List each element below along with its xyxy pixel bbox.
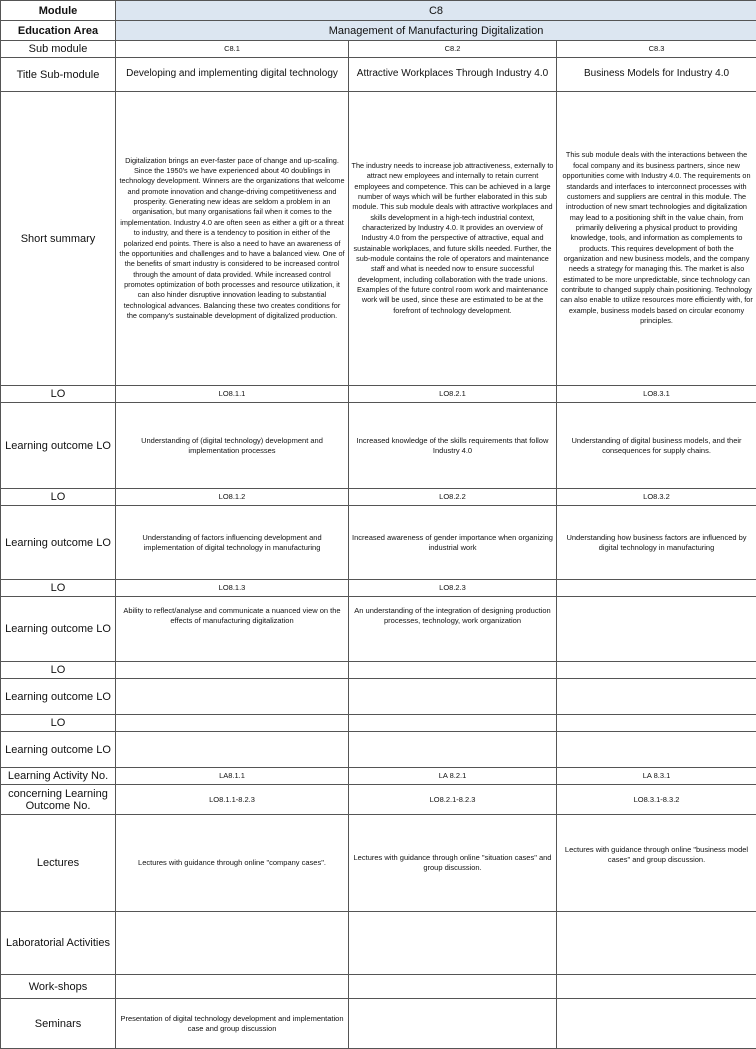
lo-cell — [557, 580, 756, 597]
seminars-cell — [557, 999, 756, 1049]
lo-cell — [557, 662, 756, 679]
lo-cell — [349, 715, 557, 732]
learning-outcome-label: Learning outcome LO — [1, 732, 116, 768]
learning-outcome-cell — [349, 679, 557, 715]
learning-outcome-label: Learning outcome LO — [1, 506, 116, 580]
learning-outcome-cell: Increased awareness of gender importance when organizing industrial work — [349, 506, 557, 580]
submodule-cell: C8.3 — [557, 41, 756, 58]
lectures-row — [1, 815, 756, 912]
learning-outcome-label: Learning outcome LO — [1, 597, 116, 662]
lectures-cell: Lectures with guidance through online "situation cases" and group discussion. — [349, 815, 557, 912]
workshops-label: Work-shops — [1, 975, 116, 999]
concerning-outcome-label: concerning Learning Outcome No. — [1, 785, 116, 815]
concerning-outcome-cell: LO8.3.1-8.3.2 — [557, 785, 756, 815]
seminars-label: Seminars — [1, 999, 116, 1049]
learning-outcome-cell: Understanding how business factors are influenced by digital technology in manufacturing — [557, 506, 756, 580]
learning-activity-label: Learning Activity No. — [1, 768, 116, 785]
learning-outcome-cell: Ability to reflect/analyse and communicate a nuanced view on the effects of manufacturing digitalization — [116, 597, 349, 662]
education-area-label: Education Area — [1, 21, 116, 41]
lo-cell: LO8.3.2 — [557, 489, 756, 506]
title-cell: Developing and implementing digital technology — [116, 58, 349, 92]
workshops-row — [1, 975, 756, 999]
title-cell: Attractive Workplaces Through Industry 4.0 — [349, 58, 557, 92]
lo-row — [1, 386, 756, 403]
learning-outcome-cell — [557, 679, 756, 715]
seminars-row — [1, 999, 756, 1049]
learning-outcome-cell: An understanding of the integration of designing production processes, technology, work organization — [349, 597, 557, 662]
seminars-cell: Presentation of digital technology development and implementation case and group discussion — [116, 999, 349, 1049]
lo-row — [1, 580, 756, 597]
learning-outcome-cell — [557, 732, 756, 768]
learning-activity-cell: LA 8.3.1 — [557, 768, 756, 785]
lo-cell — [557, 715, 756, 732]
summary-label: Short summary — [1, 92, 116, 386]
seminars-cell — [349, 999, 557, 1049]
concerning-outcome-cell: LO8.1.1-8.2.3 — [116, 785, 349, 815]
laboratorial-label: Laboratorial Activities — [1, 912, 116, 975]
workshops-cell — [116, 975, 349, 999]
summary-cell: This sub module deals with the interactions between the focal company and its business partners, since new opportunities come with Industry 4.0. The requirements on standards and interfaces to interconnect processes with customers and suppliers are central in this module. The introduction of new smart technologies and digitalization may lead to a positioning shift in the value chain, from primarily delivering a physical product to providing knowledge, tools, and information as complements to products. This requires development of both the organization and new business models, and the company needs a strategy for managing this. The market is also estimated to be more unpredictable, since technology can contribute to changed supply chain positioning. Technology can also enable to utilize resources more efficiently with, for example, business models based on circular economy principles. — [557, 92, 756, 386]
laboratorial-cell — [116, 912, 349, 975]
lo-cell — [116, 662, 349, 679]
lo-cell: LO8.3.1 — [557, 386, 756, 403]
learning-outcome-cell: Increased knowledge of the skills requirements that follow Industry 4.0 — [349, 403, 557, 489]
summary-cell: The industry needs to increase job attractiveness, externally to attract new employees and internally to retain current employees and competence. This can be achieved in a large number of ways which will be further elaborated in this sub module. This sub module deals with attractive workplaces and skills development in a high-tech industrial context, characterized by Industry 4.0. It provides an overview of Industry 4.0 from the perspective of attractive, equal and sustainable workplaces, and future skills needed. Further, the sub-module contains the role of operators and maintenance staff and what is needed now to ensure successful development, including collaboration with the trade unions. Examples of the future control room work and maintenance work will be used, since these are estimated to be at the forefront of technology development. — [349, 92, 557, 386]
laboratorial-cell — [349, 912, 557, 975]
education-area-value: Management of Manufacturing Digitalization — [116, 21, 756, 41]
module-row — [1, 1, 756, 21]
lo-row — [1, 715, 756, 732]
learning-outcome-row — [1, 679, 756, 715]
title-label: Title Sub-module — [1, 58, 116, 92]
lo-label: LO — [1, 662, 116, 679]
concerning-outcome-cell: LO8.2.1-8.2.3 — [349, 785, 557, 815]
education-area-row — [1, 21, 756, 41]
laboratorial-cell — [557, 912, 756, 975]
workshops-cell — [349, 975, 557, 999]
learning-activity-row — [1, 768, 756, 785]
learning-outcome-label: Learning outcome LO — [1, 679, 116, 715]
summary-row — [1, 92, 756, 386]
lo-cell: LO8.1.3 — [116, 580, 349, 597]
lo-cell — [349, 662, 557, 679]
lo-cell: LO8.2.1 — [349, 386, 557, 403]
lectures-cell: Lectures with guidance through online "company cases". — [116, 815, 349, 912]
lo-cell: LO8.1.2 — [116, 489, 349, 506]
lectures-label: Lectures — [1, 815, 116, 912]
lo-label: LO — [1, 489, 116, 506]
learning-outcome-row — [1, 403, 756, 489]
lo-row — [1, 662, 756, 679]
learning-outcome-label: Learning outcome LO — [1, 403, 116, 489]
summary-cell: Digitalization brings an ever-faster pace of change and up-scaling. Since the 1950's we have experienced about 40 doublings in technology development. Winners are the organizations that welcome and promote innovation and change-driving competitiveness and prosperity. Generating new ideas are seldom a problem in an organisation, but many organisations fail when it comes to the implementation. Industry 4.0 are often seen as either a gift or a threat to industry, and there is a tendency to position in either of the polarized end points. There is also a need to have an awareness of the opportunities and challenges and to have a balanced view. One of the benefits of smart industry is considered to be increased control through the amount of data provided. While increased control promotes optimization of both processes and resource utilization, it can also hinder disruptive innovation leading to substantial technological advances. Balancing these two creates conditions for the company's sustainable development of digitalized production. — [116, 92, 349, 386]
learning-outcome-row — [1, 732, 756, 768]
submodule-cell: C8.1 — [116, 41, 349, 58]
submodule-cell: C8.2 — [349, 41, 557, 58]
submodule-row — [1, 41, 756, 58]
learning-outcome-cell — [116, 732, 349, 768]
lectures-cell: Lectures with guidance through online "business model cases" and group discussion. — [557, 815, 756, 912]
lo-label: LO — [1, 386, 116, 403]
lo-cell: LO8.2.2 — [349, 489, 557, 506]
learning-outcome-cell — [349, 732, 557, 768]
module-label: Module — [1, 1, 116, 21]
lo-label: LO — [1, 580, 116, 597]
title-cell: Business Models for Industry 4.0 — [557, 58, 756, 92]
lo-cell: LO8.1.1 — [116, 386, 349, 403]
learning-activity-cell: LA8.1.1 — [116, 768, 349, 785]
lo-cell: LO8.2.3 — [349, 580, 557, 597]
lo-label: LO — [1, 715, 116, 732]
concerning-outcome-row — [1, 785, 756, 815]
lo-cell — [116, 715, 349, 732]
title-row — [1, 58, 756, 92]
learning-outcome-cell: Understanding of digital business models, and their consequences for supply chains. — [557, 403, 756, 489]
learning-outcome-cell — [116, 679, 349, 715]
learning-outcome-cell — [557, 597, 756, 662]
learning-outcome-cell: Understanding of (digital technology) development and implementation processes — [116, 403, 349, 489]
learning-outcome-row — [1, 506, 756, 580]
laboratorial-row — [1, 912, 756, 975]
lo-row — [1, 489, 756, 506]
learning-activity-cell: LA 8.2.1 — [349, 768, 557, 785]
learning-outcome-cell: Understanding of factors influencing development and implementation of digital technology in manufacturing — [116, 506, 349, 580]
learning-outcome-row — [1, 597, 756, 662]
module-value: C8 — [116, 1, 756, 21]
workshops-cell — [557, 975, 756, 999]
submodule-label: Sub module — [1, 41, 116, 58]
